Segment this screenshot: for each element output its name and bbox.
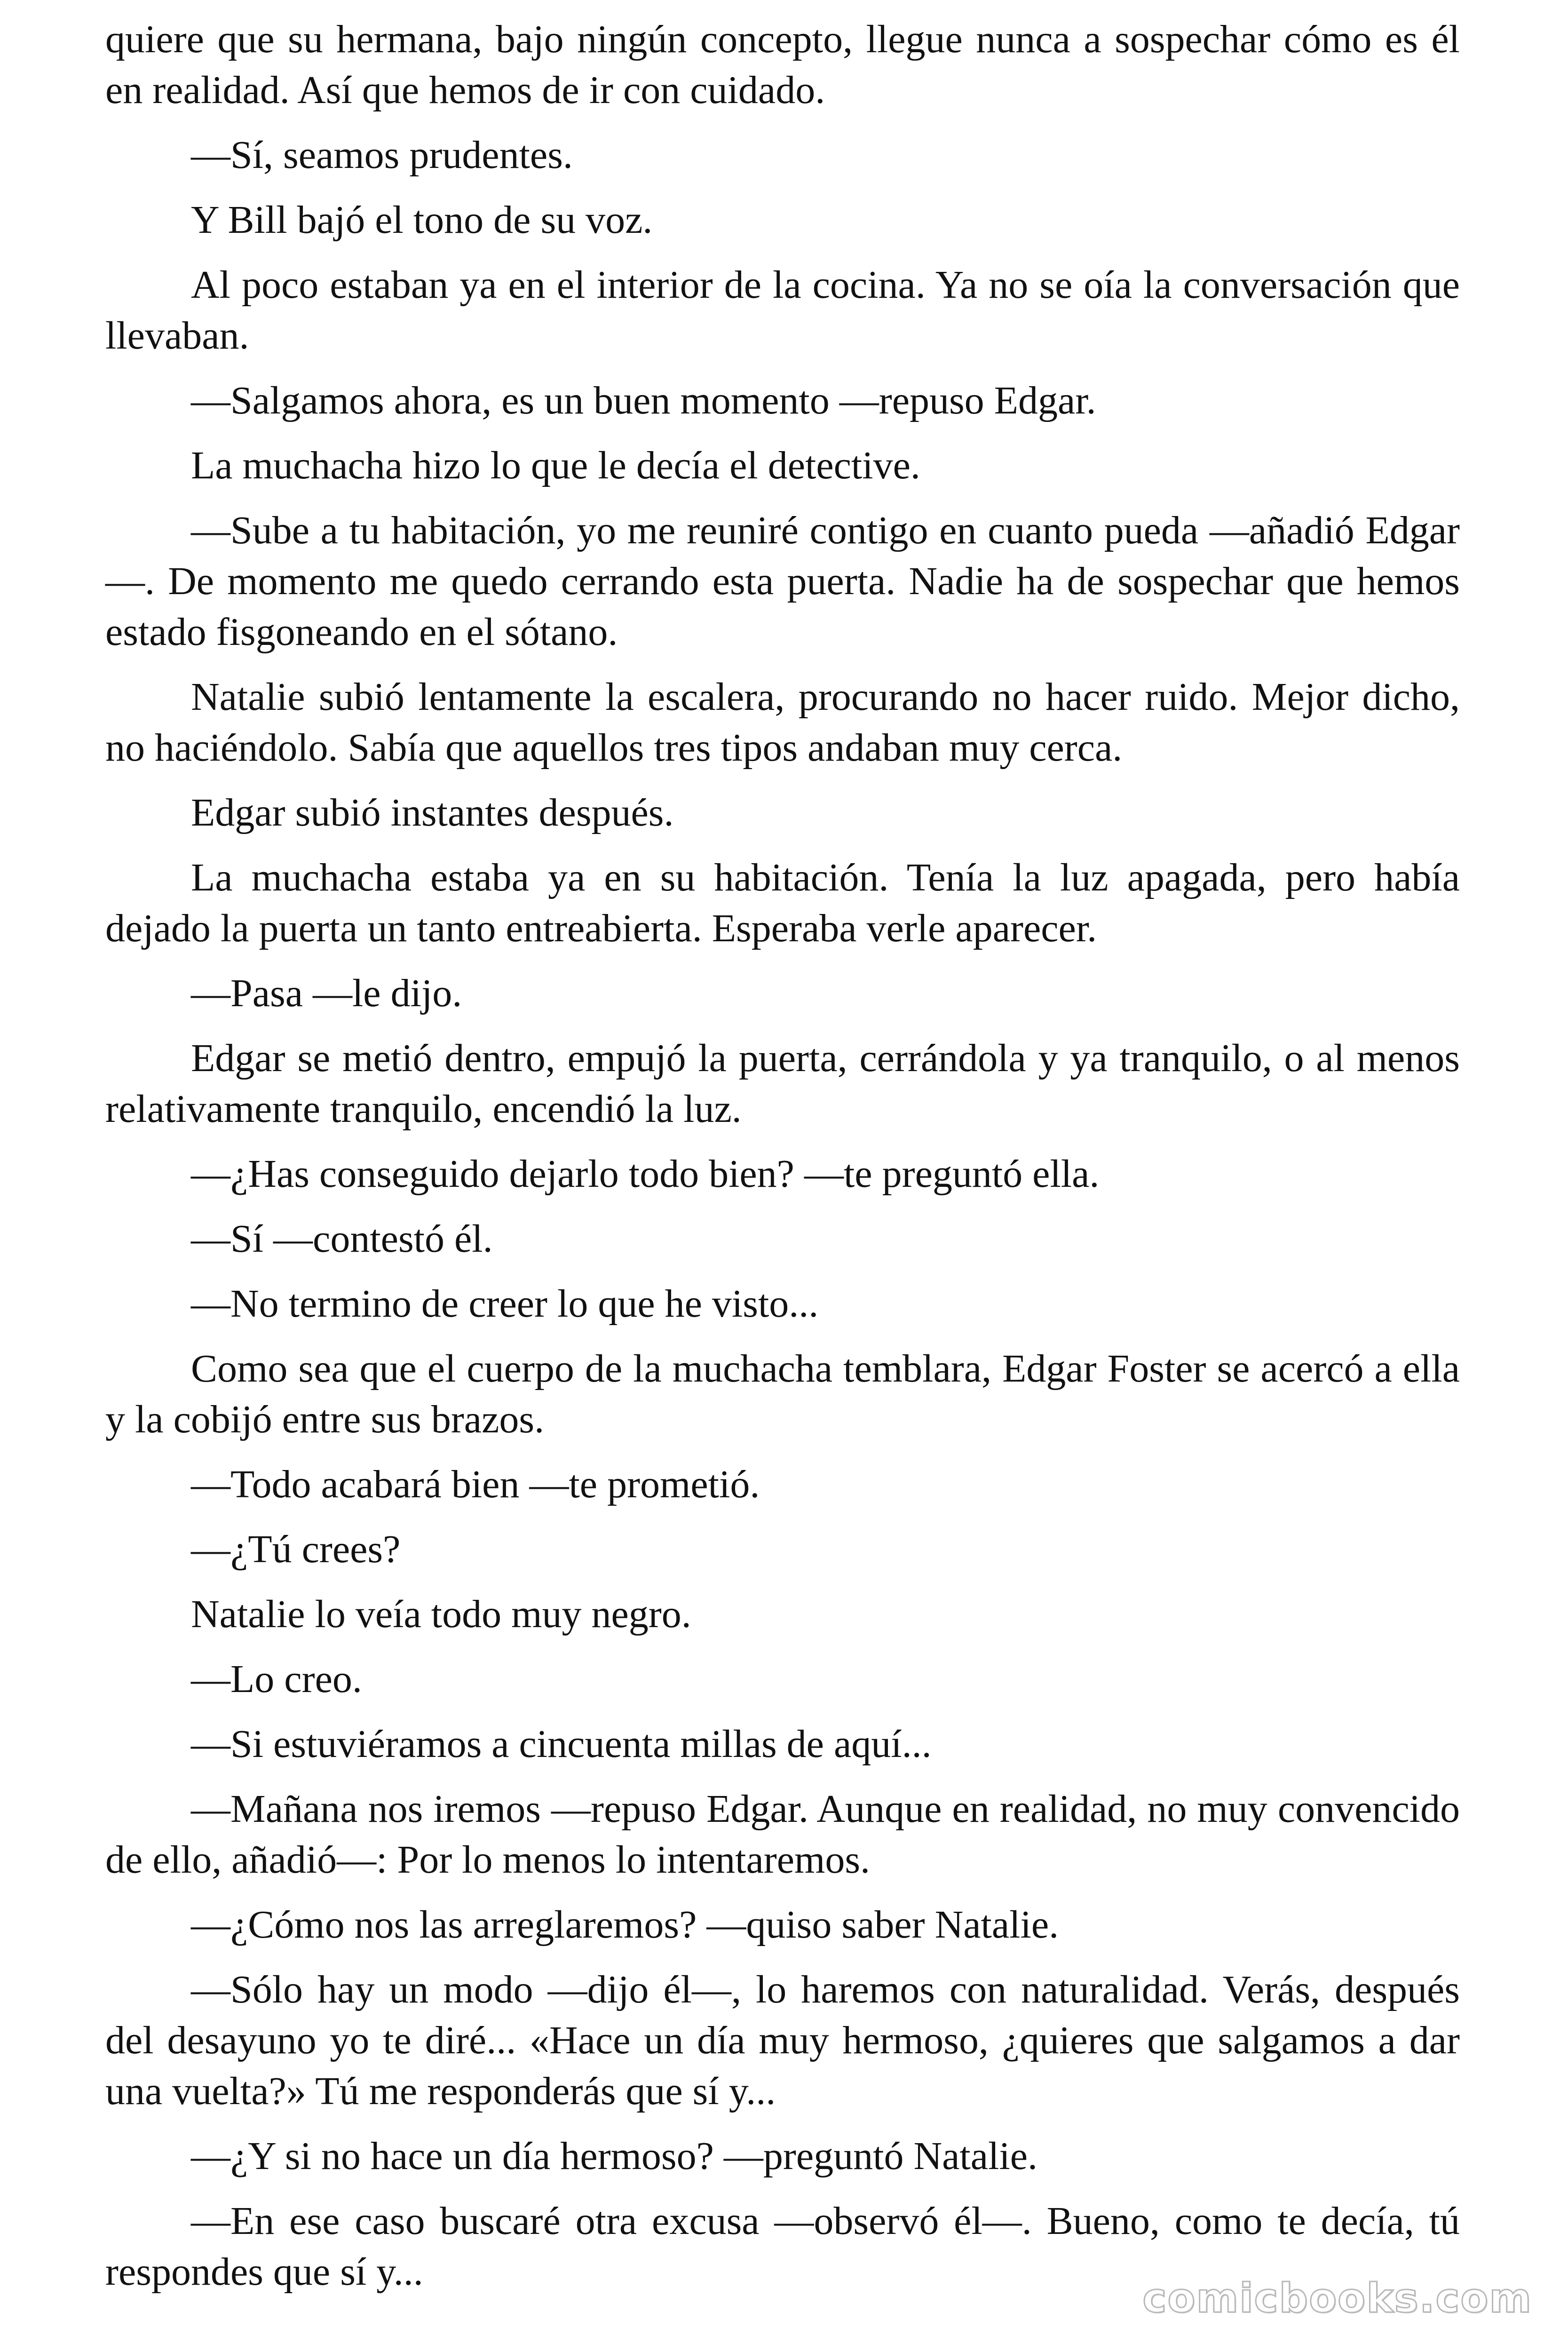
paragraph: —Si estuviéramos a cincuenta millas de aquí... xyxy=(191,1722,932,1766)
paragraph: —Sí, seamos prudentes. xyxy=(191,133,573,177)
paragraph: —Sube a tu habitación, yo me reuniré contigo en cuanto pueda —añadió Edgar—. De momento me quedo cerrando esta puerta. Nadie ha de sospechar que hemos estado fisgoneando en el sótano. xyxy=(105,509,1460,654)
paragraph: —Sólo hay un modo —dijo él—, lo haremos con naturalidad. Verás, después del desayuno yo te diré... «Hace un día muy hermoso, ¿quieres que salgamos a dar una vuelta?» Tú me responderás que sí y... xyxy=(105,1968,1460,2113)
paragraph: —¿Tú crees? xyxy=(191,1527,401,1571)
paragraph: Natalie subió lentamente la escalera, procurando no hacer ruido. Mejor dicho, no haciéndolo. Sabía que aquellos tres tipos andaban muy cerca. xyxy=(105,675,1460,770)
paragraph: —Sí —contestó él. xyxy=(191,1217,493,1261)
paragraph: Edgar subió instantes después. xyxy=(191,791,674,834)
paragraph: Edgar se metió dentro, empujó la puerta, cerrándola y ya tranquilo, o al menos relativamente tranquilo, encendió la luz. xyxy=(105,1036,1460,1131)
paragraph: La muchacha estaba ya en su habitación. Tenía la luz apagada, pero había dejado la puerta un tanto entreabierta. Esperaba verle aparecer. xyxy=(105,856,1460,950)
paragraph: Al poco estaban ya en el interior de la cocina. Ya no se oía la conversación que llevaban. xyxy=(105,263,1460,358)
paragraph: quiere que su hermana, bajo ningún concepto, llegue nunca a sospechar cómo es él en realidad. Así que hemos de ir con cuidado. xyxy=(105,17,1460,112)
paragraph: —¿Has conseguido dejarlo todo bien? —te preguntó ella. xyxy=(191,1152,1100,1196)
paragraph: —Pasa —le dijo. xyxy=(191,971,462,1015)
paragraph: —¿Y si no hace un día hermoso? —preguntó Natalie. xyxy=(191,2134,1038,2178)
paragraph: La muchacha hizo lo que le decía el detective. xyxy=(191,444,920,487)
paragraph: —Todo acabará bien —te prometió. xyxy=(191,1462,760,1506)
paragraph: —Mañana nos iremos —repuso Edgar. Aunque en realidad, no muy convencido de ello, añadió—: Por lo menos lo intentaremos. xyxy=(105,1787,1460,1882)
paragraph: —En ese caso buscaré otra excusa —observó él—. Bueno, como te decía, tú respondes que sí y... xyxy=(105,2199,1460,2294)
paragraph: —Salgamos ahora, es un buen momento —repuso Edgar. xyxy=(191,379,1096,422)
watermark: comicbooks.com xyxy=(1142,2275,1532,2322)
paragraph: —¿Cómo nos las arreglaremos? —quiso saber Natalie. xyxy=(191,1903,1059,1947)
paragraph: Como sea que el cuerpo de la muchacha temblara, Edgar Foster se acercó a ella y la cobijó entre sus brazos. xyxy=(105,1347,1460,1441)
paragraph: —Lo creo. xyxy=(191,1657,362,1701)
page-text xyxy=(105,14,1460,2312)
paragraph: Y Bill bajó el tono de su voz. xyxy=(191,198,653,242)
paragraph: Natalie lo veía todo muy negro. xyxy=(191,1592,691,1636)
paragraph: —No termino de creer lo que he visto... xyxy=(191,1282,819,1326)
